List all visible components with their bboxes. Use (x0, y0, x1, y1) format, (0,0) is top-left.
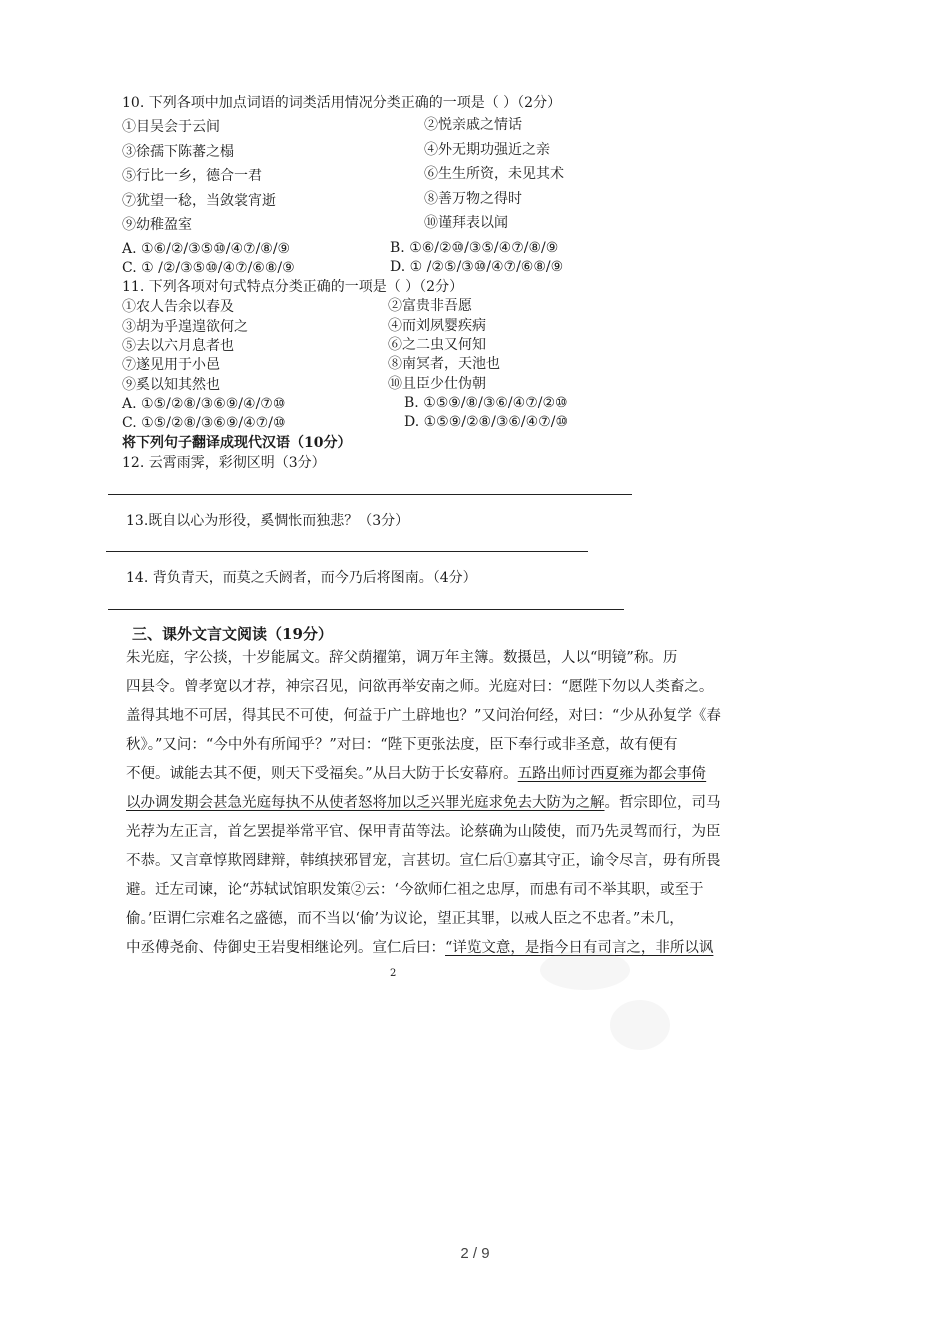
q12-answer-line[interactable] (108, 494, 632, 495)
passage-text: 光荐为左正言，首乞罢提举常平官、保甲青苗等法。论蔡确为山陵使，而乃先灵驾而行，为臣 (126, 824, 721, 840)
passage-line (126, 822, 721, 842)
q10-item-4: ④外无期功强近之亲 (424, 142, 550, 158)
q10-item-9: ⑨幼稚盈室 (122, 217, 192, 233)
passage-text: 偷。’臣谓仁宗难名之盛德，而不当以‘偷’为议论，望正其罪，以戒人臣之不忠者。”未几， (126, 911, 684, 927)
passage-line (126, 706, 721, 726)
q11-item-8: ⑧南冥者，天池也 (388, 356, 500, 372)
q11-option-c: C. ①⑤/②⑧/③⑥⑨/④⑦/⑩ (122, 415, 286, 431)
q11-option-b: B. ①⑤⑨/⑧/③⑥/④⑦/②⑩ (404, 395, 568, 411)
passage-text: 避。迁左司谏，论“苏轼试馆职发策②云：‘今欲师仁祖之忠厚，而患有司不举其职，或至于 (126, 882, 704, 898)
q11-item-10: ⑩且臣少仕伪朝 (388, 376, 486, 392)
passage-line (126, 735, 678, 755)
underlined-sentence: “详览文意，是指今日有司言之，非所以讽 (445, 940, 714, 956)
passage-line (126, 851, 721, 871)
scan-smudge (540, 950, 630, 990)
q14-prompt: 14. 背负青天，而莫之夭阏者，而今乃后将图南。（4分） (126, 570, 477, 586)
q13-answer-line[interactable] (106, 551, 588, 552)
q10-option-c: C. ① /②/③⑤⑩/④⑦/⑥⑧/⑨ (122, 260, 295, 276)
q11-item-6: ⑥之二虫又何知 (388, 337, 486, 353)
passage-line (126, 677, 713, 697)
passage-text: 四县令。曾孝宽以才荐，神宗召见，问欲再举安南之师。光庭对曰：“愿陛下勿以人类畜之。 (126, 679, 714, 695)
q11-item-1: ①农人告余以春及 (122, 299, 234, 315)
q10-option-a: A. ①⑥/②/③⑤⑩/④⑦/⑧/⑨ (122, 241, 291, 257)
passage-line (126, 793, 721, 813)
q11-item-5: ⑤去以六月息者也 (122, 338, 234, 354)
q11-item-7: ⑦遂见用于小邑 (122, 357, 220, 373)
q10-item-10: ⑩谨拜表以闻 (424, 215, 508, 231)
q13-prompt: 13.既自以心为形役，奚惆怅而独悲？（3分） (126, 513, 410, 529)
q10-item-5: ⑤行比一乡，德合一君 (122, 168, 262, 184)
section3-heading: 三、课外文言文阅读（19分） (132, 625, 333, 643)
passage-line (126, 938, 713, 958)
q10-item-7: ⑦犹望一稔，当敛裳宵逝 (122, 193, 276, 209)
q10-item-3: ③徐孺下陈蕃之榻 (122, 144, 234, 160)
q10-item-8: ⑧善万物之得时 (424, 191, 522, 207)
viewer-page-indicator: 2 / 9 (460, 1245, 490, 1262)
q11-stem: 11. 下列各项对句式特点分类正确的一项是（ ）（2分） (122, 279, 464, 295)
q10-item-6: ⑥生生所资，未见其术 (424, 166, 564, 182)
passage-text: 。哲宗即位，司马 (604, 795, 721, 811)
q11-item-9: ⑨奚以知其然也 (122, 377, 220, 393)
passage-line (126, 909, 684, 929)
q10-item-2: ②悦亲戚之情话 (424, 117, 522, 133)
passage-text: 盖得其地不可居，得其民不可使，何益于广土辟地也？”又问治何经，对曰：“少从孙复学《春 (126, 708, 721, 724)
q11-item-3: ③胡为乎遑遑欲何之 (122, 319, 248, 335)
underlined-sentence: 五路出师讨西夏雍为都会事倚 (517, 766, 707, 782)
q11-item-4: ④而刘夙婴疾病 (388, 318, 486, 334)
passage-line (126, 880, 704, 900)
q11-option-d: D. ①⑤⑨/②⑧/③⑥/④⑦/⑩ (404, 414, 569, 430)
passage-text: 中丞傅尧俞、侍御史王岩叟相继论列。宣仁后曰： (126, 940, 445, 956)
q11-item-2: ②富贵非吾愿 (388, 298, 472, 314)
passage-text: 秋》。”又问：“今中外有所闻乎？”对曰：“陛下更张法度，臣下奉行或非圣意，故有便有 (126, 737, 678, 753)
q11-option-a: A. ①⑤/②⑧/③⑥⑨/④/⑦⑩ (122, 396, 286, 412)
passage-text: 朱光庭，字公掞，十岁能属文。辞父荫擢第，调万年主簿。数摄邑，人以“明镜”称。历 (126, 650, 678, 666)
q14-answer-line[interactable] (108, 609, 624, 610)
passage-line (126, 648, 677, 668)
passage-text: 不便。诚能去其不便，则天下受福矣。”从吕大防于长安幕府。 (126, 766, 518, 782)
q10-stem: 10. 下列各项中加点词语的词类活用情况分类正确的一项是（ ）（2分） (122, 95, 562, 111)
q12-prompt: 12. 云霄雨霁，彩彻区明（3分） (122, 455, 326, 471)
scan-smudge (610, 1000, 670, 1050)
printed-page-number: 2 (390, 968, 397, 979)
passage-line (126, 764, 706, 784)
q10-option-d: D. ① /②⑤/③⑩/④⑦/⑥⑧/⑨ (390, 259, 564, 275)
q10-item-1: ①目吴会于云间 (122, 119, 220, 135)
q10-option-b: B. ①⑥/②⑩/③⑤/④⑦/⑧/⑨ (390, 240, 559, 256)
passage-text: 不恭。又言章惇欺罔肆辩，韩缜挟邪冒宠，言甚切。宣仁后①嘉其守正，谕令尽言，毋有所畏 (126, 853, 721, 869)
underlined-sentence: 以办调发期会甚急光庭每执不从使者怒将加以乏兴罪光庭求免去大防为之解 (126, 795, 605, 811)
translation-heading: 将下列句子翻译成现代汉语（10分） (122, 435, 352, 451)
